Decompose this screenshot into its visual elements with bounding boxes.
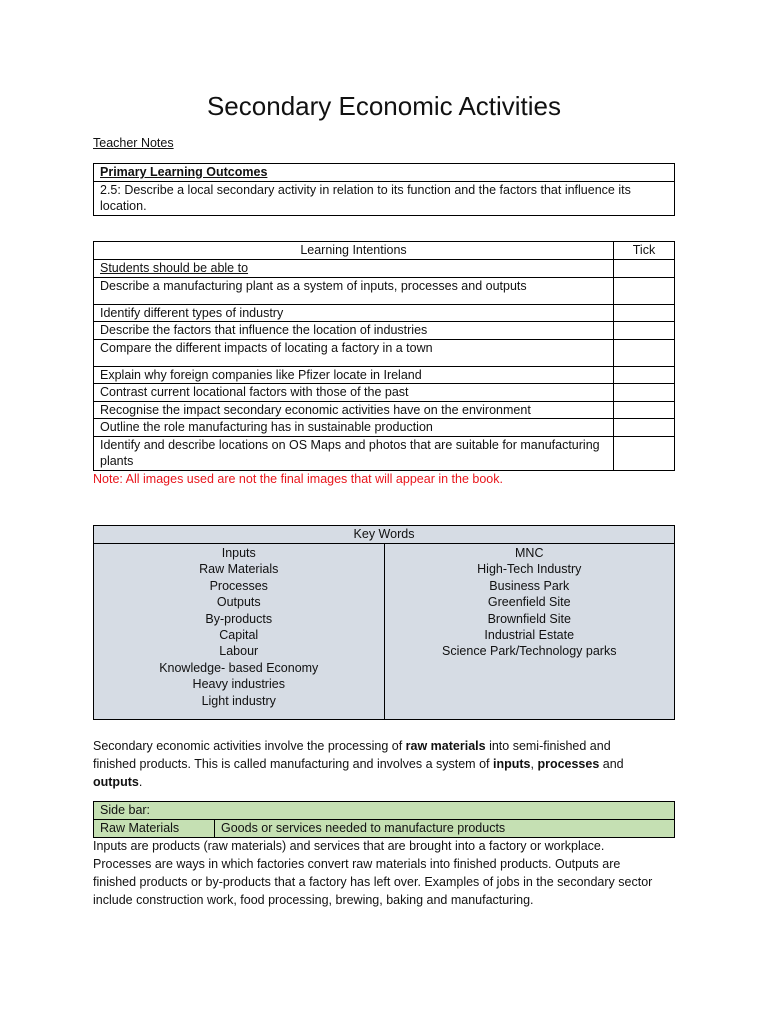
intention-item: Compare the different impacts of locating a factory in a town bbox=[94, 339, 614, 366]
teacher-notes-label: Teacher Notes bbox=[93, 136, 174, 150]
tick-cell[interactable] bbox=[614, 260, 675, 278]
tick-header: Tick bbox=[614, 242, 675, 260]
key-word: Raw Materials bbox=[199, 562, 279, 577]
table-row bbox=[94, 419, 675, 437]
page-title: Secondary Economic Activities bbox=[206, 91, 562, 121]
key-word: By-products bbox=[205, 611, 273, 626]
bold-term: inputs bbox=[492, 757, 531, 771]
key-word: Industrial Estate bbox=[484, 628, 575, 643]
body-paragraph: Inputs are products (raw materials) and services that are brought into a factory or workplace. Processes are ways in which factories convert raw materials into finished products. Outputs are finished products or by-products that a factory has left over. Examples of jobs in the secondary sector include construction work, food processing, brewing, baking and manufacturing. bbox=[93, 839, 653, 907]
key-word: High-Tech Industry bbox=[477, 562, 582, 577]
key-words-right-column bbox=[384, 544, 675, 720]
key-word: Light industry bbox=[201, 693, 276, 708]
learning-intentions-table bbox=[93, 241, 675, 471]
key-word: Knowledge- based Economy bbox=[159, 660, 319, 675]
intro-paragraph bbox=[93, 737, 653, 791]
table-row bbox=[94, 401, 675, 419]
bold-term: outputs bbox=[93, 775, 139, 789]
bold-term: processes bbox=[537, 757, 600, 771]
key-word: Greenfield Site bbox=[487, 595, 571, 610]
table-row bbox=[94, 260, 675, 278]
side-bar-definition: Goods or services needed to manufacture products bbox=[215, 820, 675, 838]
key-word: Inputs bbox=[221, 546, 256, 560]
intention-item: Outline the role manufacturing has in sustainable production bbox=[94, 419, 614, 437]
paragraph-text: and bbox=[599, 757, 624, 771]
intention-item: Students should be able to bbox=[94, 260, 614, 278]
images-note: Note: All images used are not the final images that will appear in the book. bbox=[93, 472, 503, 486]
key-words-table bbox=[93, 525, 675, 720]
table-row bbox=[94, 322, 675, 340]
intention-item: Identify different types of industry bbox=[94, 304, 614, 322]
learning-outcomes-text: 2.5: Describe a local secondary activity in relation to its function and the factors that influence its location. bbox=[94, 181, 675, 215]
key-word: Processes bbox=[209, 578, 268, 593]
key-word: Brownfield Site bbox=[487, 611, 571, 626]
tick-cell[interactable] bbox=[614, 322, 675, 340]
intention-item: Recognise the impact secondary economic activities have on the environment bbox=[94, 401, 614, 419]
table-row bbox=[94, 384, 675, 402]
tick-cell[interactable] bbox=[614, 401, 675, 419]
table-row bbox=[94, 436, 675, 470]
tick-cell[interactable] bbox=[614, 277, 675, 304]
side-bar-table bbox=[93, 801, 675, 838]
side-bar-term: Raw Materials bbox=[94, 820, 215, 838]
table-row bbox=[94, 339, 675, 366]
bold-term: raw materials bbox=[405, 739, 486, 753]
key-words-left-column bbox=[94, 544, 385, 720]
key-word: Outputs bbox=[216, 595, 261, 610]
key-word: Labour bbox=[219, 644, 259, 659]
intention-item: Describe a manufacturing plant as a system of inputs, processes and outputs bbox=[94, 277, 614, 304]
table-row bbox=[94, 366, 675, 384]
learning-outcomes-heading: Primary Learning Outcomes bbox=[94, 164, 675, 182]
key-words-header: Key Words bbox=[94, 526, 675, 544]
intention-item: Describe the factors that influence the location of industries bbox=[94, 322, 614, 340]
intentions-header: Learning Intentions bbox=[94, 242, 614, 260]
tick-cell[interactable] bbox=[614, 436, 675, 470]
paragraph-text: Secondary economic activities involve the processing of bbox=[93, 739, 406, 753]
paragraph-text: into semi-finished and finished products. This is called manufacturing and involves a system of bbox=[93, 739, 611, 771]
learning-outcomes-table bbox=[93, 163, 675, 216]
key-word: Heavy industries bbox=[192, 677, 285, 692]
tick-cell[interactable] bbox=[614, 419, 675, 437]
key-word: MNC bbox=[515, 546, 544, 560]
tick-cell[interactable] bbox=[614, 304, 675, 322]
intention-item: Identify and describe locations on OS Maps and photos that are suitable for manufacturing plants bbox=[94, 436, 614, 470]
key-word: Capital bbox=[219, 628, 259, 643]
key-word: Business Park bbox=[489, 578, 570, 593]
tick-cell[interactable] bbox=[614, 384, 675, 402]
tick-cell[interactable] bbox=[614, 339, 675, 366]
table-row bbox=[94, 304, 675, 322]
key-word: Science Park/Technology parks bbox=[442, 644, 617, 659]
intention-item: Contrast current locational factors with those of the past bbox=[94, 384, 614, 402]
paragraph-text: , bbox=[530, 757, 538, 771]
tick-cell[interactable] bbox=[614, 366, 675, 384]
intention-item: Explain why foreign companies like Pfizer locate in Ireland bbox=[94, 366, 614, 384]
table-row bbox=[94, 277, 675, 304]
paragraph-text: . bbox=[138, 775, 143, 789]
side-bar-label: Side bar: bbox=[94, 802, 675, 820]
